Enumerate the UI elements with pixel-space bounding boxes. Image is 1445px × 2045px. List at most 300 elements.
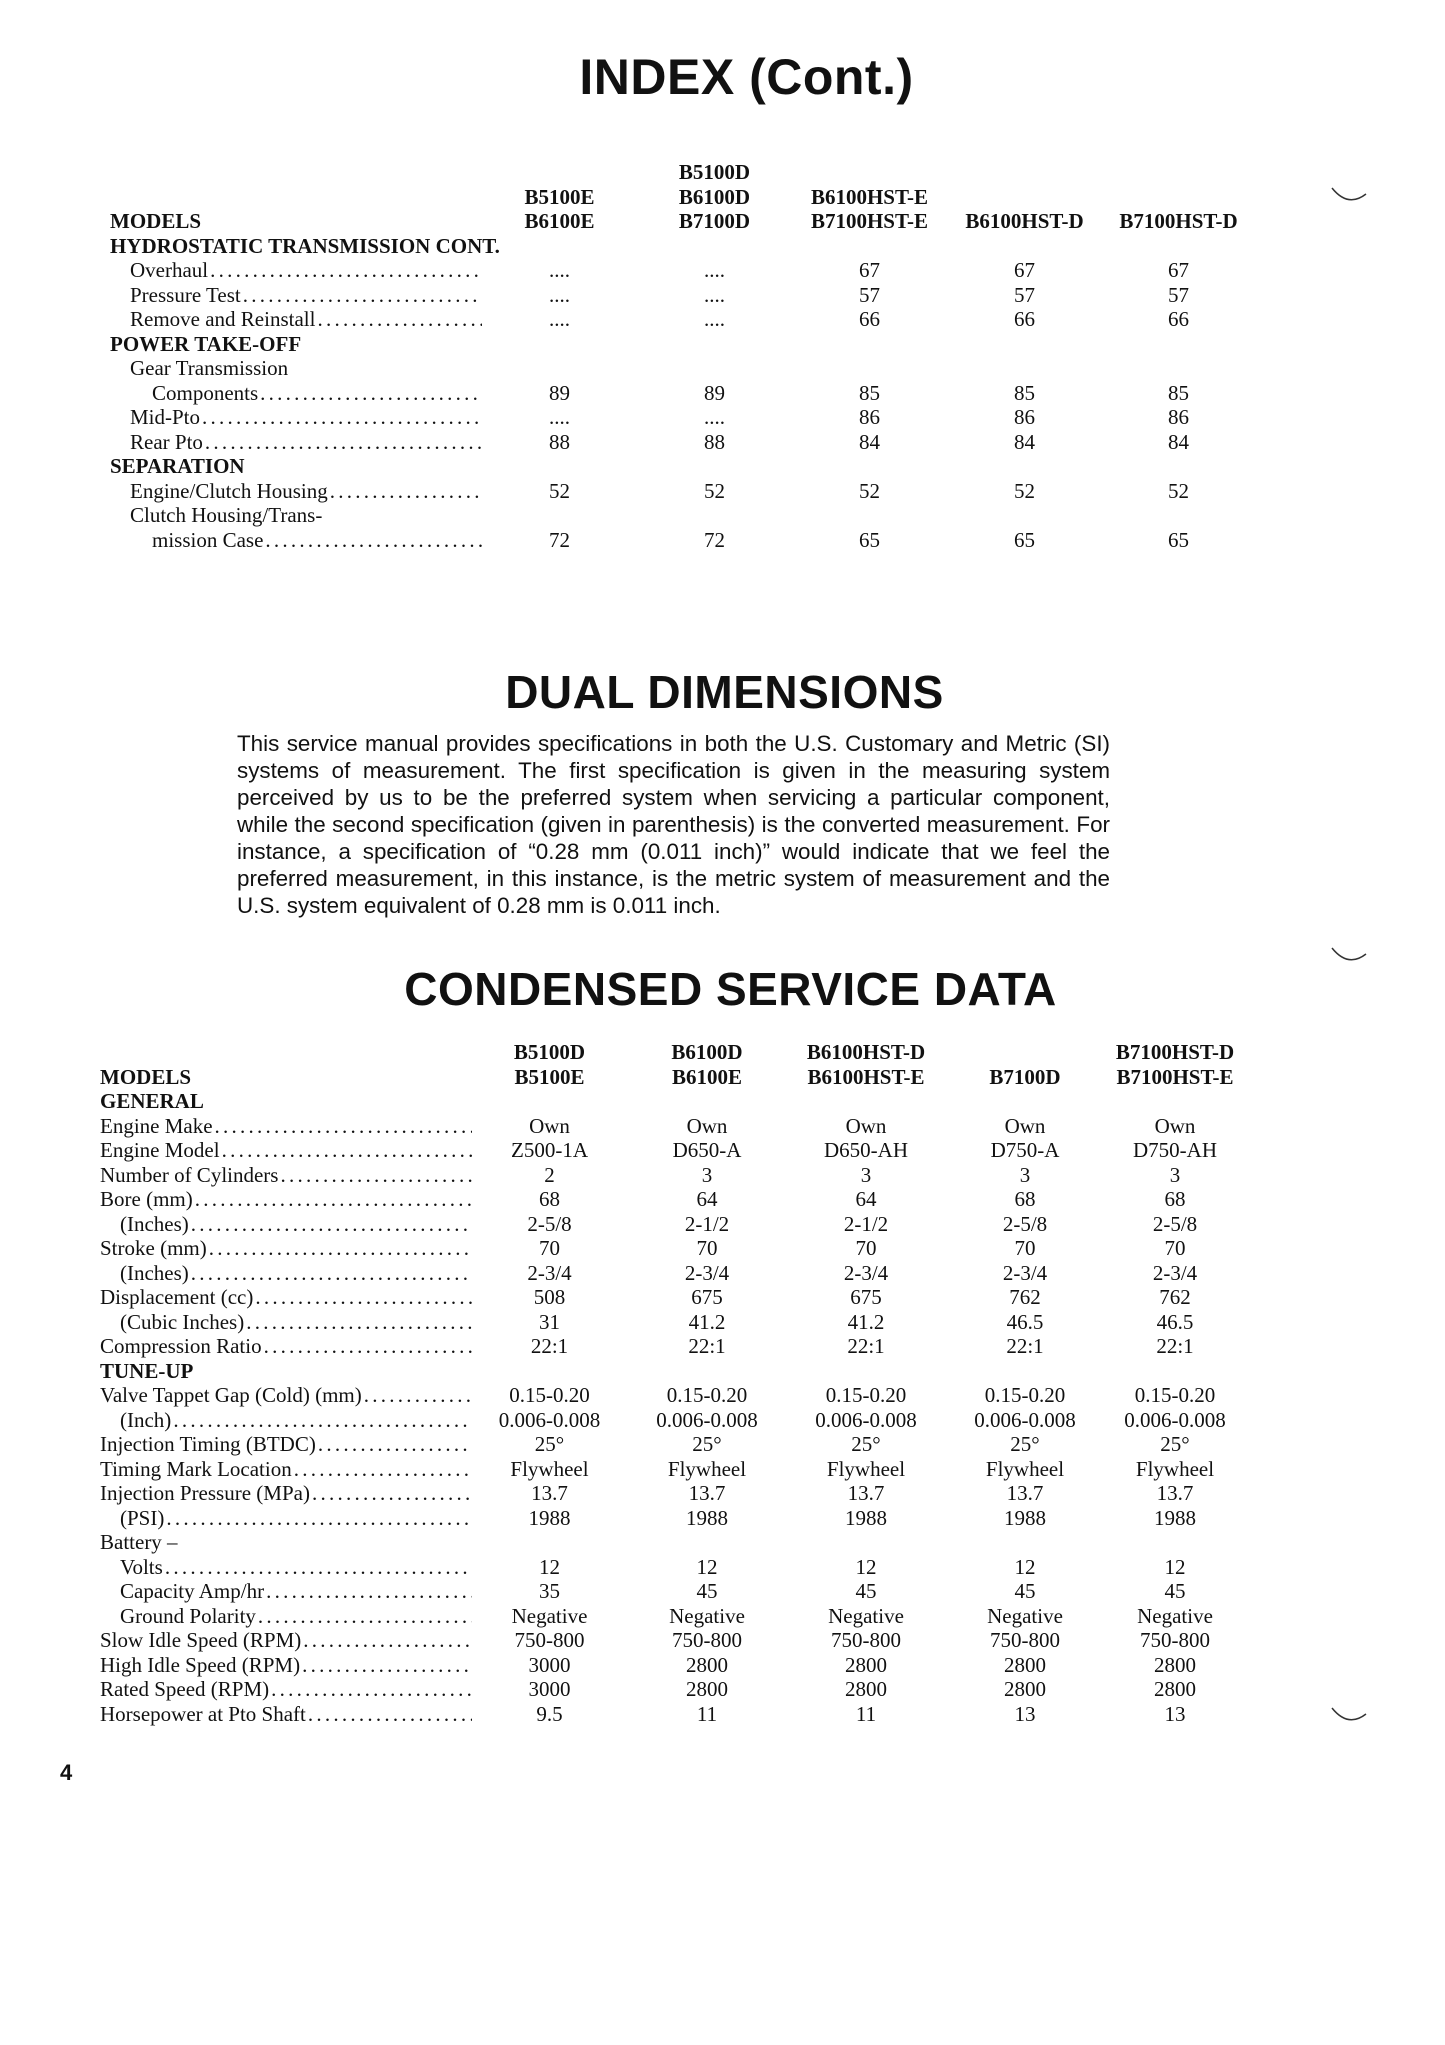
value-cell: 72	[704, 527, 725, 552]
value-cell: 66	[1168, 307, 1189, 331]
value-cell: 41.2	[847, 1309, 885, 1334]
dot-leader	[191, 1212, 472, 1237]
dual-dimensions-text: This service manual provides specifications in both the U.S. Customary and Metric (SI) systems of measurement. The first specification is given in the measuring system perceived by us to be the preferred system when servicing a particular component, while the second specification (given in parenthesis) is the converted measurement. For instance, a specification of “0.28 mm (0.011 inch)” would indicate that we feel the preferred measurement, in this instance, is the metric system of measurement and the U.S. system equivalent of 0.28 mm is 0.011 inch.	[237, 731, 1110, 918]
model-column-header	[472, 1040, 627, 1089]
dot-leader	[318, 1432, 472, 1457]
value-cell: 67	[859, 258, 880, 282]
row-label: Pressure Test	[130, 282, 241, 307]
row-label-leader	[100, 1138, 472, 1163]
value-cell: 0.006-0.008	[815, 1407, 917, 1432]
value-cell	[945, 1530, 1105, 1555]
table-row	[100, 1408, 1245, 1433]
value-cell	[472, 1530, 627, 1555]
section-heading: SEPARATION	[110, 454, 245, 478]
row-label-leader	[100, 1481, 472, 1506]
table-row	[110, 430, 1255, 455]
value-cell: 65	[1014, 527, 1035, 552]
row-label-leader	[110, 307, 482, 332]
model-column-header	[1105, 1040, 1245, 1089]
value-cell: 45	[855, 1579, 877, 1603]
value-cell: Z500-1A	[511, 1138, 588, 1162]
row-label-leader	[100, 1114, 472, 1139]
row-label-leader	[100, 1408, 472, 1433]
value-cell: 2800	[1004, 1652, 1046, 1677]
row-label-leader	[100, 1555, 472, 1580]
model-column-header	[1102, 160, 1255, 234]
value-cell: 57	[1168, 282, 1189, 307]
value-cell: Negative	[987, 1603, 1063, 1628]
value-cell: 72	[549, 527, 570, 552]
value-cell: Flywheel	[1135, 1456, 1215, 1481]
row-label-leader	[110, 528, 482, 553]
table-row	[100, 1432, 1245, 1457]
row-label: Bore (mm)	[100, 1187, 193, 1211]
table-row	[110, 405, 1255, 430]
row-label-cell	[100, 1359, 1245, 1384]
value-cell: 70	[696, 1236, 718, 1260]
value-cell: 3	[1019, 1162, 1031, 1187]
dot-leader	[191, 1261, 472, 1286]
value-cell: 45	[1164, 1579, 1186, 1603]
row-label-leader	[100, 1579, 472, 1604]
value-cell: Negative	[1137, 1603, 1213, 1628]
value-cell: 45	[696, 1579, 718, 1603]
value-cell: ....	[549, 258, 570, 282]
section-heading: HYDROSTATIC TRANSMISSION CONT.	[110, 233, 500, 258]
value-cell: 750-800	[514, 1628, 585, 1652]
row-label: Rated Speed (RPM)	[100, 1677, 270, 1701]
row-label-cell	[100, 1163, 472, 1188]
value-cell: 12	[696, 1554, 718, 1579]
value-cell: 2-5/8	[1152, 1211, 1198, 1236]
value-cell: 762	[1159, 1285, 1191, 1309]
table-row	[100, 1114, 1245, 1139]
value-cell: 2-1/2	[684, 1211, 730, 1236]
value-cell: D650-AH	[824, 1138, 908, 1162]
row-label-cell	[100, 1138, 472, 1163]
margin-mark	[1330, 940, 1370, 970]
value-cell: 11	[855, 1701, 877, 1726]
dot-leader	[166, 1506, 472, 1531]
value-cell: 2800	[845, 1677, 887, 1701]
value-cell: 1988	[1004, 1505, 1046, 1530]
value-cell: Negative	[828, 1603, 904, 1628]
model-column-header	[627, 1040, 787, 1089]
row-label-leader	[100, 1432, 472, 1457]
value-cell: 750-800	[672, 1628, 742, 1652]
model-name: B7100D	[678, 209, 751, 233]
row-label-cell	[100, 1579, 472, 1604]
value-cell: 13.7	[1006, 1481, 1044, 1505]
model-column-header	[637, 160, 792, 234]
row-label-leader	[100, 1677, 472, 1702]
table-row	[110, 332, 1255, 357]
value-cell: 68	[539, 1187, 560, 1211]
table-row	[100, 1212, 1245, 1237]
row-label-cell	[100, 1604, 472, 1629]
row-label: Ground Polarity	[120, 1603, 256, 1628]
value-cell: 86	[1014, 405, 1035, 429]
row-label: Timing Mark Location	[100, 1456, 292, 1481]
model-name: B5100E	[524, 184, 595, 209]
table-row	[100, 1481, 1245, 1506]
value-cell: 68	[1014, 1187, 1036, 1211]
value-cell: 13	[1164, 1701, 1186, 1726]
row-label-cell	[110, 332, 1255, 357]
value-cell: 3	[701, 1162, 713, 1187]
model-name: B7100D	[989, 1064, 1061, 1089]
row-label-leader	[110, 283, 482, 308]
dot-leader	[317, 307, 482, 332]
row-label-cell	[100, 1702, 472, 1727]
row-label-leader	[100, 1334, 472, 1359]
value-cell: 0.006-0.008	[1124, 1407, 1226, 1432]
model-name: B6100E	[671, 1064, 742, 1089]
value-cell: ....	[704, 282, 725, 307]
row-label-leader	[100, 1236, 472, 1261]
value-cell: Own	[529, 1113, 570, 1138]
model-name: B5100D	[513, 1040, 586, 1064]
value-cell: 88	[549, 429, 570, 454]
value-cell: 2800	[1004, 1677, 1046, 1701]
row-label-cell	[100, 1334, 472, 1359]
row-label-leader	[100, 1604, 472, 1629]
dot-leader	[246, 1310, 472, 1335]
table-row	[100, 1334, 1245, 1359]
row-label: Displacement (cc)	[100, 1285, 254, 1309]
row-label: Rear Pto	[130, 429, 203, 454]
row-label-cell	[100, 1236, 472, 1261]
row-label: Engine/Clutch Housing	[130, 478, 328, 503]
dual-dimensions-title: DUAL DIMENSIONS	[505, 666, 944, 718]
value-cell: 46.5	[1156, 1309, 1194, 1334]
dot-leader	[271, 1677, 472, 1702]
row-label-cell	[100, 1530, 472, 1555]
value-cell	[947, 356, 1102, 381]
dot-leader	[330, 479, 482, 504]
row-label-leader	[100, 1383, 472, 1408]
row-label: Volts	[120, 1554, 163, 1579]
value-cell: 12	[855, 1554, 877, 1579]
value-cell: 508	[533, 1285, 566, 1309]
dot-leader	[264, 1334, 472, 1359]
value-cell: 0.006-0.008	[498, 1407, 601, 1432]
table-row	[100, 1702, 1245, 1727]
row-label: Injection Timing (BTDC)	[100, 1432, 316, 1456]
model-name: B7100HST-D	[1115, 1040, 1235, 1064]
condensed-table-body	[100, 1089, 1245, 1726]
row-label: Capacity Amp/hr	[120, 1579, 265, 1603]
value-cell: 86	[859, 405, 880, 429]
row-label-cell	[110, 381, 482, 406]
value-cell: 22:1	[1156, 1334, 1194, 1358]
dot-leader	[209, 1236, 472, 1261]
row-label-cell	[100, 1481, 472, 1506]
models-label: MODELS	[110, 209, 202, 233]
value-cell: 25°	[1010, 1432, 1040, 1456]
table-row	[100, 1261, 1245, 1286]
row-label-leader	[100, 1261, 472, 1286]
table-row	[110, 528, 1255, 553]
value-cell: 84	[1014, 429, 1035, 454]
model-name: B6100HST-E	[810, 184, 929, 209]
value-cell: 750-800	[831, 1628, 901, 1652]
value-cell: 67	[1014, 258, 1035, 282]
row-label-leader	[100, 1187, 472, 1212]
row-label-cell	[110, 503, 482, 528]
table-row	[110, 381, 1255, 406]
dot-leader	[294, 1457, 472, 1482]
value-cell: 52	[1014, 478, 1035, 503]
section-heading: POWER TAKE-OFF	[110, 331, 302, 356]
row-label-leader	[100, 1653, 472, 1678]
value-cell: 2800	[686, 1652, 728, 1677]
table-row	[110, 307, 1255, 332]
dot-leader	[258, 1604, 472, 1629]
value-cell: 13.7	[688, 1481, 726, 1505]
dot-leader	[303, 1628, 472, 1653]
table-row	[110, 454, 1255, 479]
section-heading: TUNE-UP	[100, 1358, 194, 1383]
condensed-service-data-title: CONDENSED SERVICE DATA	[404, 963, 1057, 1015]
margin-mark	[1330, 1700, 1370, 1730]
value-cell: 86	[1168, 405, 1189, 429]
value-cell: 88	[704, 429, 725, 454]
row-label-cell	[110, 479, 482, 504]
model-column-header	[945, 1040, 1105, 1089]
value-cell: 12	[1014, 1554, 1036, 1579]
table-row	[110, 283, 1255, 308]
value-cell: 41.2	[688, 1309, 726, 1334]
row-label-leader	[100, 1310, 472, 1335]
row-label: Overhaul	[130, 258, 209, 282]
row-label-cell	[110, 528, 482, 553]
value-cell: 3	[860, 1162, 872, 1187]
table-row	[100, 1187, 1245, 1212]
table-row	[100, 1310, 1245, 1335]
dot-leader	[215, 1114, 472, 1139]
value-cell: 2-3/4	[1002, 1260, 1048, 1285]
row-label: Mid-Pto	[130, 405, 201, 429]
value-cell: 750-800	[990, 1628, 1060, 1652]
value-cell: ....	[704, 405, 725, 429]
row-label-cell	[110, 430, 482, 455]
row-label-cell	[100, 1285, 472, 1310]
table-row	[100, 1628, 1245, 1653]
value-cell: Flywheel	[985, 1456, 1065, 1481]
value-cell: 1988	[1154, 1505, 1196, 1530]
value-cell: Own	[1004, 1113, 1046, 1138]
header-row	[100, 1040, 1245, 1089]
dot-leader	[173, 1408, 472, 1433]
table-row	[110, 234, 1255, 259]
value-cell: 1988	[686, 1505, 728, 1530]
value-cell: 12	[1164, 1554, 1186, 1579]
model-name: B6100HST-D	[965, 209, 1084, 233]
table-row	[100, 1285, 1245, 1310]
value-cell: 64	[696, 1187, 718, 1211]
value-cell: 2-3/4	[684, 1260, 730, 1285]
value-cell: 52	[704, 478, 725, 503]
row-label-cell	[100, 1089, 1245, 1114]
row-label-cell	[110, 234, 1255, 259]
value-cell: 9.5	[536, 1701, 563, 1726]
table-row	[110, 356, 1255, 381]
value-cell: D750-A	[990, 1138, 1060, 1162]
value-cell: 0.006-0.008	[656, 1407, 758, 1432]
table-row	[100, 1089, 1245, 1114]
row-label-leader	[100, 1702, 472, 1727]
model-name: B6100E	[524, 209, 595, 233]
row-label-cell	[110, 356, 482, 381]
index-table-header	[110, 160, 1255, 234]
dot-leader	[364, 1383, 472, 1408]
value-cell: 22:1	[847, 1334, 885, 1358]
row-label: High Idle Speed (RPM)	[100, 1652, 301, 1677]
dot-leader	[205, 430, 482, 455]
value-cell: 89	[549, 380, 570, 405]
index-title: INDEX (Cont.)	[579, 49, 914, 105]
row-label: (Cubic Inches)	[120, 1309, 245, 1334]
value-cell: 0.15-0.20	[666, 1383, 748, 1407]
value-cell: 2	[544, 1162, 555, 1187]
row-label: Gear Transmission	[130, 356, 289, 380]
value-cell	[1105, 1530, 1245, 1555]
value-cell: 25°	[851, 1432, 881, 1456]
value-cell: 2800	[686, 1677, 728, 1701]
value-cell: 0.15-0.20	[825, 1383, 907, 1407]
table-row	[110, 258, 1255, 283]
row-label: Compression Ratio	[100, 1334, 262, 1358]
model-name: B5100E	[514, 1064, 585, 1089]
value-cell: 13.7	[531, 1481, 568, 1505]
value-cell: 22:1	[688, 1334, 726, 1358]
value-cell: Negative	[511, 1603, 588, 1628]
dot-leader	[210, 258, 482, 283]
row-label: Number of Cylinders	[100, 1162, 279, 1187]
table-row	[100, 1653, 1245, 1678]
table-row	[100, 1138, 1245, 1163]
row-label-leader	[100, 1163, 472, 1188]
row-label: Horsepower at Pto Shaft	[100, 1701, 306, 1726]
row-label-cell	[100, 1432, 472, 1457]
value-cell	[1102, 356, 1255, 381]
value-cell: 70	[1014, 1236, 1036, 1260]
value-cell: 89	[704, 380, 725, 405]
row-label-cell	[100, 1310, 472, 1335]
value-cell: 64	[855, 1187, 877, 1211]
row-label-cell	[100, 1187, 472, 1212]
index-table-body	[110, 234, 1255, 553]
model-name: B6100HST-D	[806, 1040, 926, 1064]
model-column-header	[947, 160, 1102, 234]
page-number: 4	[60, 1760, 73, 1785]
value-cell: 85	[859, 380, 880, 405]
table-row	[100, 1506, 1245, 1531]
value-cell: ....	[704, 258, 725, 282]
dot-leader	[266, 1579, 472, 1604]
row-label-cell	[100, 1261, 472, 1286]
table-row	[100, 1236, 1245, 1261]
row-label-leader	[100, 1285, 472, 1310]
value-cell: Negative	[669, 1603, 745, 1628]
value-cell: 1988	[845, 1505, 887, 1530]
model-name: B6100HST-E	[807, 1064, 925, 1089]
value-cell	[947, 503, 1102, 528]
table-row	[100, 1579, 1245, 1604]
row-label-leader	[100, 1506, 472, 1531]
header-row	[110, 160, 1255, 234]
row-label-leader	[110, 258, 482, 283]
value-cell: 0.15-0.20	[984, 1383, 1066, 1407]
value-cell	[787, 1530, 945, 1555]
value-cell: Flywheel	[667, 1456, 747, 1481]
value-cell: 3000	[528, 1652, 571, 1677]
value-cell: 57	[859, 282, 880, 307]
row-label-cell	[100, 1408, 472, 1433]
value-cell: 2-3/4	[1152, 1260, 1198, 1285]
dot-leader	[280, 1163, 472, 1188]
value-cell: 13.7	[847, 1481, 885, 1505]
row-label-cell	[110, 283, 482, 308]
dot-leader	[255, 1285, 472, 1310]
table-row	[110, 479, 1255, 504]
model-name: B6100D	[671, 1040, 743, 1064]
value-cell: 2800	[1154, 1677, 1196, 1701]
value-cell: 675	[691, 1285, 723, 1309]
value-cell: 0.006-0.008	[974, 1407, 1076, 1432]
section-heading: GENERAL	[100, 1089, 204, 1113]
value-cell: 25°	[1160, 1432, 1190, 1456]
value-cell: 35	[539, 1579, 560, 1603]
row-label-cell	[110, 454, 1255, 479]
value-cell: 762	[1009, 1285, 1041, 1309]
value-cell: ....	[549, 282, 570, 307]
dot-leader	[265, 528, 482, 553]
row-label-cell	[100, 1383, 472, 1408]
value-cell: 25°	[692, 1432, 722, 1456]
value-cell: 85	[1014, 380, 1035, 405]
row-label: Remove and Reinstall	[130, 307, 316, 331]
model-name: B7100HST-D	[1119, 209, 1238, 233]
value-cell: 52	[549, 478, 570, 503]
condensed-service-data-table	[100, 1040, 1245, 1726]
value-cell: Own	[845, 1113, 887, 1138]
row-label-cell	[100, 1212, 472, 1237]
value-cell: 0.15-0.20	[509, 1383, 590, 1407]
table-row	[100, 1555, 1245, 1580]
row-label-cell	[110, 405, 482, 430]
value-cell: 13.7	[1156, 1481, 1194, 1505]
table-row	[100, 1530, 1245, 1555]
model-column-header	[482, 160, 637, 234]
row-label-cell	[100, 1457, 472, 1482]
row-label: Clutch Housing/Trans-	[130, 503, 323, 527]
row-label-cell	[100, 1677, 472, 1702]
value-cell: 65	[1168, 527, 1189, 552]
value-cell: Flywheel	[826, 1456, 906, 1481]
condensed-table-header	[100, 1040, 1245, 1089]
row-label-cell	[100, 1653, 472, 1678]
value-cell: 12	[539, 1554, 560, 1579]
value-cell: 84	[1168, 429, 1189, 454]
value-cell: 13	[1014, 1701, 1036, 1726]
value-cell	[792, 503, 947, 528]
value-cell: 85	[1168, 380, 1189, 405]
table-row	[100, 1383, 1245, 1408]
table-row	[100, 1163, 1245, 1188]
model-name: B7100HST-E	[810, 209, 929, 233]
